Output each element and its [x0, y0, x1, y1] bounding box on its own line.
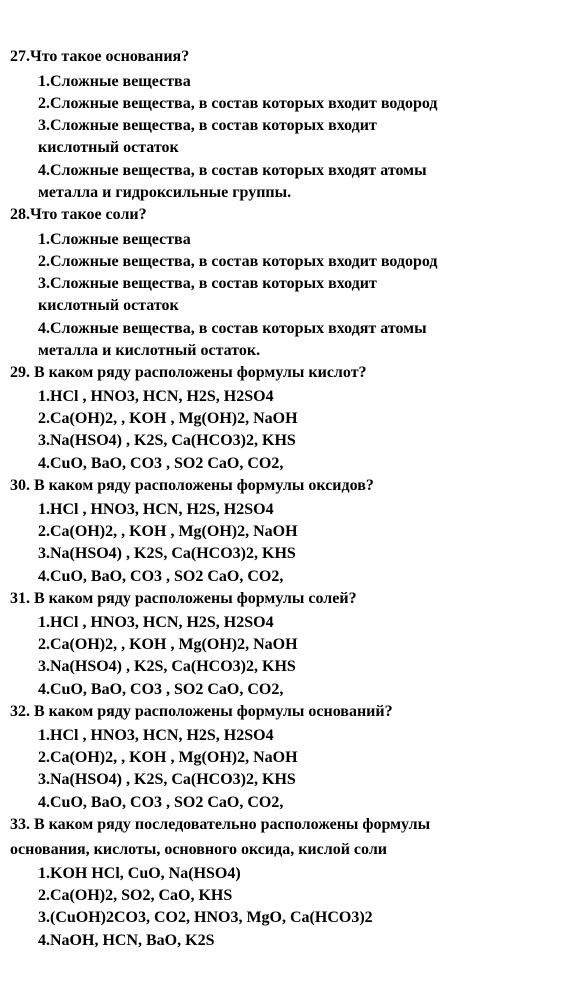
question-28-option-2: 2.Сложные вещества, в состав которых входит водород — [38, 253, 438, 270]
question-29-option-3: 3.Na(HSO4) , K2S, Ca(HCO3)2, KHS — [38, 432, 296, 449]
question-28-option-4: 4.Сложные вещества, в состав которых входят атомы — [38, 320, 427, 337]
question-27-option-3-cont: кислотный остаток — [38, 139, 179, 156]
question-30-option-1: 1.HCl , HNO3, HCN, H2S, H2SO4 — [38, 501, 274, 518]
question-33-option-1: 1.KOH HCl, CuO, Na(HSO4) — [38, 865, 241, 882]
question-32-option-3: 3.Na(HSO4) , K2S, Ca(HCO3)2, KHS — [38, 771, 296, 788]
question-30-option-3: 3.Na(HSO4) , K2S, Ca(HCO3)2, KHS — [38, 545, 296, 562]
question-33-option-4: 4.NaOH, HCN, BaO, K2S — [38, 932, 215, 949]
question-27-option-3: 3.Сложные вещества, в состав которых входит — [38, 117, 377, 134]
question-29-option-1: 1.HCl , HNO3, HCN, H2S, H2SO4 — [38, 388, 274, 405]
question-27-option-1: 1.Сложные вещества — [38, 73, 191, 90]
question-30-prompt: 30. В каком ряду расположены формулы оксидов? — [10, 477, 374, 494]
question-30-option-2: 2.Ca(OH)2, , KOH , Mg(OH)2, NaOH — [38, 523, 298, 540]
question-29-option-2: 2.Ca(OH)2, , KOH , Mg(OH)2, NaOH — [38, 410, 298, 427]
question-27-option-2: 2.Сложные вещества, в состав которых входит водород — [38, 95, 438, 112]
question-33-prompt: 33. В каком ряду последовательно расположены формулы — [10, 816, 431, 833]
question-31-option-2: 2.Ca(OH)2, , KOH , Mg(OH)2, NaOH — [38, 636, 298, 653]
question-28-option-4-cont: металла и кислотный остаток. — [38, 342, 261, 359]
question-33-option-3: 3.(CuOH)2CO3, CO2, HNO3, MgO, Ca(HCO3)2 — [38, 909, 373, 926]
question-31-option-1: 1.HCl , HNO3, HCN, H2S, H2SO4 — [38, 614, 274, 631]
question-28-option-3-cont: кислотный остаток — [38, 297, 179, 314]
question-29-prompt: 29. В каком ряду расположены формулы кислот? — [10, 364, 367, 381]
question-27-option-4: 4.Сложные вещества, в состав которых входят атомы — [38, 162, 427, 179]
question-32-option-4: 4.CuO, BaO, CO3 , SO2 CaO, CO2, — [38, 794, 284, 811]
question-28-option-3: 3.Сложные вещества, в состав которых входит — [38, 275, 377, 292]
question-29-option-4: 4.CuO, BaO, CO3 , SO2 CaO, CO2, — [38, 455, 284, 472]
question-31-prompt: 31. В каком ряду расположены формулы солей? — [10, 590, 357, 607]
question-31-option-4: 4.CuO, BaO, CO3 , SO2 CaO, CO2, — [38, 681, 284, 698]
question-28-option-1: 1.Сложные вещества — [38, 231, 191, 248]
question-33-prompt-cont: основания, кислоты, основного оксида, кислой соли — [10, 841, 388, 858]
question-31-option-3: 3.Na(HSO4) , K2S, Ca(HCO3)2, KHS — [38, 658, 296, 675]
question-32-option-1: 1.HCl , HNO3, HCN, H2S, H2SO4 — [38, 727, 274, 744]
question-27-prompt: 27.Что такое основания? — [10, 48, 190, 65]
question-33-option-2: 2.Ca(OH)2, SO2, CaO, KHS — [38, 887, 233, 904]
question-27-option-4-cont: металла и гидроксильные группы. — [38, 184, 292, 201]
question-30-option-4: 4.CuO, BaO, CO3 , SO2 CaO, CO2, — [38, 568, 284, 585]
question-32-prompt: 32. В каком ряду расположены формулы оснований? — [10, 703, 393, 720]
question-32-option-2: 2.Ca(OH)2, , KOH , Mg(OH)2, NaOH — [38, 749, 298, 766]
question-28-prompt: 28.Что такое соли? — [10, 206, 147, 223]
